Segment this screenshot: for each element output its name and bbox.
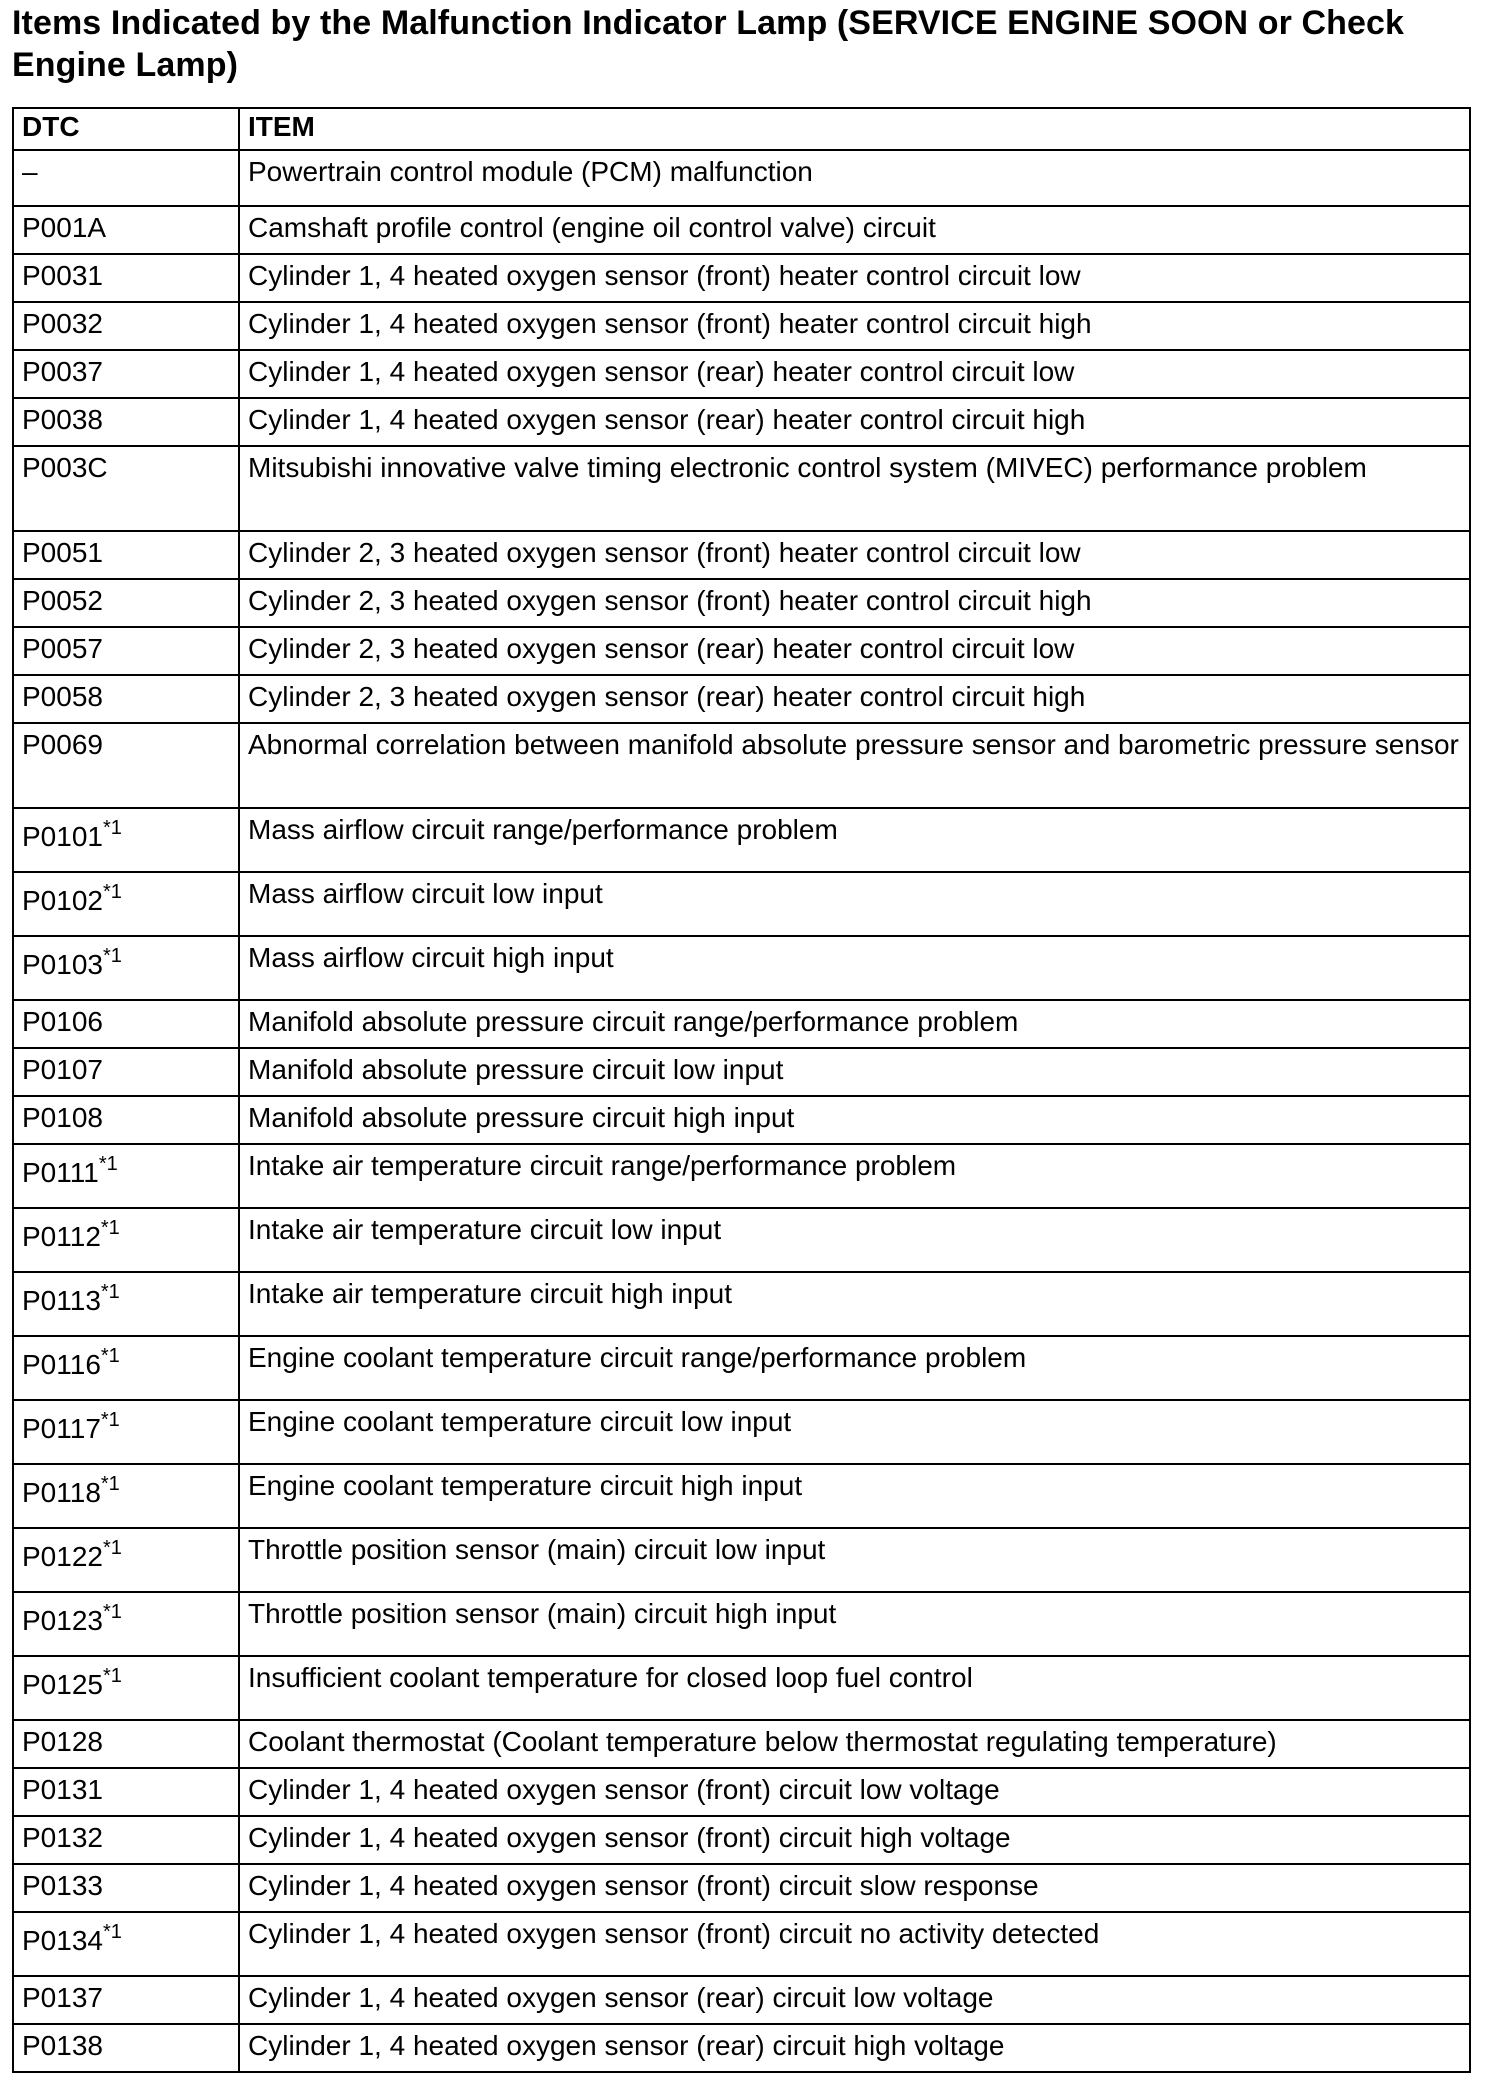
- table-row: [13, 1400, 1470, 1464]
- table-row: [13, 872, 1470, 936]
- dtc-code: P0125: [22, 1669, 103, 1700]
- dtc-item-description: Powertrain control module (PCM) malfunction: [239, 150, 1470, 206]
- table-row: [13, 936, 1470, 1000]
- dtc-table-body: [13, 150, 1470, 2072]
- dtc-item-description: Engine coolant temperature circuit low input: [239, 1400, 1470, 1464]
- dtc-code-cell: [13, 627, 239, 675]
- dtc-footnote-marker: *1: [100, 1472, 120, 1495]
- dtc-footnote-marker: *1: [98, 1152, 118, 1175]
- dtc-footnote-marker: *1: [100, 1280, 120, 1303]
- dtc-item-description: Cylinder 1, 4 heated oxygen sensor (rear) heater control circuit high: [239, 398, 1470, 446]
- dtc-item-description: Abnormal correlation between manifold absolute pressure sensor and barometric pressure sensor: [239, 723, 1470, 808]
- table-row: [13, 723, 1470, 808]
- dtc-item-description: Cylinder 2, 3 heated oxygen sensor (front) heater control circuit high: [239, 579, 1470, 627]
- dtc-footnote-marker: *1: [100, 1216, 120, 1239]
- dtc-code: P0103: [22, 949, 103, 980]
- dtc-code: P0069: [22, 729, 103, 760]
- dtc-footnote-marker: *1: [102, 1920, 122, 1943]
- table-row: [13, 1720, 1470, 1768]
- dtc-code-cell: [13, 446, 239, 531]
- dtc-code-cell: [13, 872, 239, 936]
- dtc-item-description: Cylinder 2, 3 heated oxygen sensor (rear) heater control circuit high: [239, 675, 1470, 723]
- dtc-item-description: Throttle position sensor (main) circuit high input: [239, 1592, 1470, 1656]
- dtc-code-cell: [13, 1656, 239, 1720]
- dtc-code-cell: [13, 808, 239, 872]
- dtc-code: P0101: [22, 821, 103, 852]
- dtc-footnote-marker: *1: [102, 1664, 122, 1687]
- dtc-item-description: Cylinder 2, 3 heated oxygen sensor (rear) heater control circuit low: [239, 627, 1470, 675]
- dtc-code: P0131: [22, 1774, 103, 1805]
- table-row: [13, 1272, 1470, 1336]
- table-row: [13, 150, 1470, 206]
- dtc-code: P001A: [22, 212, 107, 243]
- dtc-code: P0102: [22, 885, 103, 916]
- dtc-code: P0051: [22, 537, 103, 568]
- dtc-code-cell: [13, 1336, 239, 1400]
- dtc-code-cell: [13, 1272, 239, 1336]
- dtc-item-description: Coolant thermostat (Coolant temperature below thermostat regulating temperature): [239, 1720, 1470, 1768]
- dtc-code: P0107: [22, 1054, 103, 1085]
- dtc-code-cell: [13, 1912, 239, 1976]
- dtc-code: –: [22, 156, 38, 187]
- dtc-code-cell: [13, 1816, 239, 1864]
- table-row: [13, 675, 1470, 723]
- dtc-item-description: Cylinder 1, 4 heated oxygen sensor (rear) circuit low voltage: [239, 1976, 1470, 2024]
- table-row: [13, 531, 1470, 579]
- dtc-code-cell: [13, 1768, 239, 1816]
- dtc-item-description: Mitsubishi innovative valve timing electronic control system (MIVEC) performance problem: [239, 446, 1470, 531]
- dtc-item-description: Mass airflow circuit range/performance problem: [239, 808, 1470, 872]
- dtc-item-description: Manifold absolute pressure circuit low input: [239, 1048, 1470, 1096]
- table-header-row: [13, 108, 1470, 150]
- dtc-footnote-marker: *1: [102, 1536, 122, 1559]
- dtc-code: P0111: [22, 1157, 99, 1188]
- dtc-code-cell: [13, 531, 239, 579]
- dtc-code: P0052: [22, 585, 103, 616]
- dtc-code: P0132: [22, 1822, 103, 1853]
- dtc-item-description: Intake air temperature circuit range/performance problem: [239, 1144, 1470, 1208]
- table-row: [13, 1336, 1470, 1400]
- dtc-code: P0038: [22, 404, 103, 435]
- dtc-code: P0032: [22, 308, 103, 339]
- dtc-footnote-marker: *1: [102, 944, 122, 967]
- dtc-column-header: DTC: [13, 108, 239, 150]
- dtc-code-cell: [13, 1528, 239, 1592]
- dtc-code-cell: [13, 150, 239, 206]
- dtc-code-cell: [13, 1144, 239, 1208]
- table-row: [13, 1976, 1470, 2024]
- dtc-code: P0116: [22, 1349, 101, 1380]
- table-row: [13, 1816, 1470, 1864]
- dtc-code-cell: [13, 2024, 239, 2072]
- dtc-item-description: Cylinder 1, 4 heated oxygen sensor (front) circuit no activity detected: [239, 1912, 1470, 1976]
- dtc-code-cell: [13, 1864, 239, 1912]
- dtc-code: P0133: [22, 1870, 103, 1901]
- dtc-item-description: Cylinder 1, 4 heated oxygen sensor (front) heater control circuit high: [239, 302, 1470, 350]
- table-row: [13, 1208, 1470, 1272]
- dtc-table: [12, 107, 1471, 2073]
- table-row: [13, 1656, 1470, 1720]
- dtc-item-description: Intake air temperature circuit high input: [239, 1272, 1470, 1336]
- table-row: [13, 398, 1470, 446]
- table-row: [13, 1912, 1470, 1976]
- dtc-code: P0123: [22, 1605, 103, 1636]
- dtc-item-description: Cylinder 1, 4 heated oxygen sensor (rear) heater control circuit low: [239, 350, 1470, 398]
- dtc-code: P0058: [22, 681, 103, 712]
- dtc-code-cell: [13, 1096, 239, 1144]
- table-row: [13, 1768, 1470, 1816]
- dtc-item-description: Manifold absolute pressure circuit range/performance problem: [239, 1000, 1470, 1048]
- dtc-code: P0137: [22, 1982, 103, 2013]
- dtc-item-description: Mass airflow circuit high input: [239, 936, 1470, 1000]
- dtc-code: P0117: [22, 1413, 101, 1444]
- dtc-code-cell: [13, 254, 239, 302]
- table-row: [13, 2024, 1470, 2072]
- table-row: [13, 446, 1470, 531]
- table-row: [13, 254, 1470, 302]
- table-row: [13, 1048, 1470, 1096]
- dtc-code-cell: [13, 1048, 239, 1096]
- table-row: [13, 1592, 1470, 1656]
- dtc-code: P0108: [22, 1102, 103, 1133]
- dtc-code-cell: [13, 936, 239, 1000]
- table-row: [13, 1464, 1470, 1528]
- dtc-code-cell: [13, 398, 239, 446]
- dtc-code: P0106: [22, 1006, 103, 1037]
- dtc-item-description: Mass airflow circuit low input: [239, 872, 1470, 936]
- dtc-item-description: Intake air temperature circuit low input: [239, 1208, 1470, 1272]
- dtc-code-cell: [13, 1000, 239, 1048]
- dtc-code-cell: [13, 579, 239, 627]
- dtc-code: P0118: [22, 1477, 101, 1508]
- dtc-code-cell: [13, 1400, 239, 1464]
- table-row: [13, 1000, 1470, 1048]
- dtc-footnote-marker: *1: [102, 816, 122, 839]
- dtc-code-cell: [13, 1464, 239, 1528]
- table-row: [13, 1528, 1470, 1592]
- dtc-item-description: Cylinder 2, 3 heated oxygen sensor (front) heater control circuit low: [239, 531, 1470, 579]
- dtc-item-description: Throttle position sensor (main) circuit low input: [239, 1528, 1470, 1592]
- dtc-code: P0112: [22, 1221, 101, 1252]
- table-row: [13, 627, 1470, 675]
- dtc-footnote-marker: *1: [102, 1600, 122, 1623]
- dtc-code-cell: [13, 350, 239, 398]
- dtc-item-description: Cylinder 1, 4 heated oxygen sensor (rear) circuit high voltage: [239, 2024, 1470, 2072]
- dtc-code-cell: [13, 302, 239, 350]
- dtc-code: P0138: [22, 2030, 103, 2061]
- table-row: [13, 1864, 1470, 1912]
- dtc-item-description: Cylinder 1, 4 heated oxygen sensor (front) circuit low voltage: [239, 1768, 1470, 1816]
- dtc-item-description: Cylinder 1, 4 heated oxygen sensor (front) circuit high voltage: [239, 1816, 1470, 1864]
- dtc-code: P0122: [22, 1541, 103, 1572]
- dtc-item-description: Cylinder 1, 4 heated oxygen sensor (front) heater control circuit low: [239, 254, 1470, 302]
- dtc-code: P0128: [22, 1726, 103, 1757]
- dtc-code: P0113: [22, 1285, 101, 1316]
- dtc-item-description: Insufficient coolant temperature for closed loop fuel control: [239, 1656, 1470, 1720]
- page-title: Items Indicated by the Malfunction Indicator Lamp (SERVICE ENGINE SOON or Check Engine Lamp): [12, 4, 1405, 84]
- dtc-item-description: Cylinder 1, 4 heated oxygen sensor (front) circuit slow response: [239, 1864, 1470, 1912]
- dtc-code-cell: [13, 206, 239, 254]
- dtc-item-description: Engine coolant temperature circuit high input: [239, 1464, 1470, 1528]
- table-row: [13, 1144, 1470, 1208]
- table-row: [13, 808, 1470, 872]
- dtc-code-cell: [13, 723, 239, 808]
- dtc-code-cell: [13, 1208, 239, 1272]
- dtc-code-cell: [13, 1592, 239, 1656]
- dtc-item-description: Engine coolant temperature circuit range/performance problem: [239, 1336, 1470, 1400]
- dtc-code: P003C: [22, 452, 108, 483]
- dtc-code-cell: [13, 1720, 239, 1768]
- dtc-footnote-marker: *1: [100, 1344, 120, 1367]
- table-row: [13, 350, 1470, 398]
- table-row: [13, 302, 1470, 350]
- dtc-code-cell: [13, 675, 239, 723]
- dtc-code: P0031: [22, 260, 103, 291]
- dtc-item-description: Camshaft profile control (engine oil control valve) circuit: [239, 206, 1470, 254]
- dtc-code: P0134: [22, 1925, 103, 1956]
- dtc-item-description: Manifold absolute pressure circuit high input: [239, 1096, 1470, 1144]
- item-column-header: ITEM: [239, 108, 1470, 150]
- dtc-footnote-marker: *1: [100, 1408, 120, 1431]
- table-row: [13, 206, 1470, 254]
- table-row: [13, 579, 1470, 627]
- dtc-code-cell: [13, 1976, 239, 2024]
- dtc-footnote-marker: *1: [102, 880, 122, 903]
- dtc-code: P0037: [22, 356, 103, 387]
- table-row: [13, 1096, 1470, 1144]
- dtc-code: P0057: [22, 633, 103, 664]
